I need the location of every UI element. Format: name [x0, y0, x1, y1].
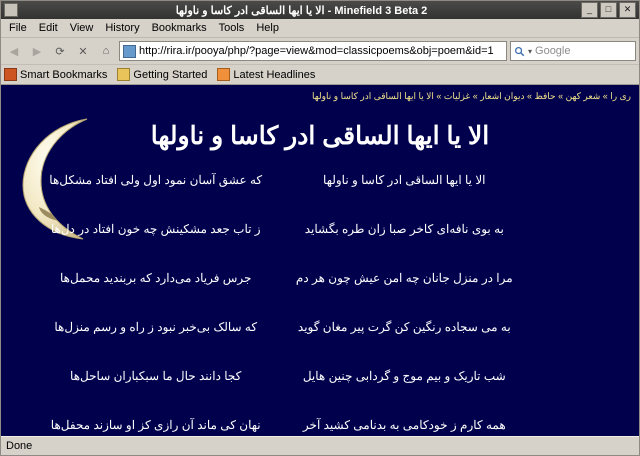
bookmark-label: Getting Started — [133, 68, 208, 81]
hemistich-right: شب تاریک و بیم موج و گردابی چنین هایل — [302, 369, 506, 383]
search-icon — [514, 46, 525, 57]
app-icon — [4, 3, 18, 17]
favicon-icon — [123, 45, 136, 58]
verse-row — [41, 222, 519, 271]
bookmark-latest-headlines[interactable] — [217, 68, 315, 81]
status-text: Done — [6, 440, 33, 452]
hemistich-left: که عشق آسان نمود اول ولی افتاد مشکل‌ها — [49, 173, 263, 187]
menu-view[interactable]: View — [69, 22, 94, 34]
home-icon[interactable]: ⌂ — [102, 45, 110, 57]
bookmarks-toolbar — [1, 65, 639, 85]
chevron-down-icon[interactable]: ▾ — [528, 46, 533, 56]
statusbar — [1, 436, 639, 455]
verse-row — [41, 271, 519, 320]
breadcrumb[interactable]: ری را » شعر کهن » حافظ » دیوان اشعار » غزلیات » الا یا ایها الساقی ادر کاسا و ناولها — [312, 91, 631, 101]
hemistich-right: به بوی نافه‌ای کاخر صبا زان طره بگشاید — [304, 222, 504, 236]
bookmark-smart-bookmarks[interactable] — [4, 68, 107, 81]
menu-help[interactable]: Help — [256, 22, 279, 34]
feed-icon — [217, 68, 230, 81]
reload-icon[interactable]: ⟳ — [55, 45, 65, 58]
verse-row — [41, 418, 519, 436]
hemistich-left: نهان کی ماند آن رازی کز او سازند محفل‌ها — [50, 418, 261, 432]
menu-bookmarks[interactable]: Bookmarks — [151, 22, 207, 34]
maximize-button[interactable]: □ — [600, 2, 617, 18]
menu-tools[interactable]: Tools — [218, 22, 245, 34]
window-title: الا یا ایها الساقی ادر کاسا و ناولها - Minefield 3 Beta 2 — [175, 4, 428, 17]
menu-edit[interactable]: Edit — [38, 22, 58, 34]
hemistich-left: جرس فریاد می‌دارد که بربندید محمل‌ها — [59, 271, 252, 285]
smart-bookmark-icon — [4, 68, 17, 81]
hemistich-right: همه کارم ز خودکامی به بدنامی کشید آخر — [302, 418, 506, 432]
url-text: http://rira.ir/pooya/php/?page=view&mod=classicpoems&obj=poem&id=1 — [139, 45, 494, 57]
folder-icon — [117, 68, 130, 81]
bookmark-getting-started[interactable] — [117, 68, 207, 81]
back-icon[interactable]: ◀ — [9, 45, 19, 58]
address-bar[interactable] — [119, 41, 507, 61]
menu-file[interactable]: File — [9, 22, 27, 34]
page-viewport[interactable] — [1, 85, 639, 436]
forward-icon[interactable]: ▶ — [32, 45, 42, 58]
hemistich-left: کجا دانند حال ما سبکباران ساحل‌ها — [70, 369, 242, 383]
verse-row — [41, 173, 519, 222]
close-button[interactable]: ✕ — [619, 2, 636, 18]
bookmark-label: Smart Bookmarks — [20, 68, 108, 81]
menubar — [1, 19, 639, 38]
bookmark-label: Latest Headlines — [233, 68, 316, 81]
hemistich-right: مرا در منزل جانان چه امن عیش چون هر دم — [295, 271, 513, 285]
hemistich-right: به می سجاده رنگین کن گرت پیر مغان گوید — [297, 320, 511, 334]
navigation-toolbar — [1, 38, 639, 65]
window-controls — [581, 2, 636, 18]
poem-verses — [41, 173, 519, 436]
search-bar[interactable] — [510, 41, 636, 61]
hemistich-right: الا یا ایها الساقی ادر کاسا و ناولها — [323, 173, 486, 187]
verse-row — [41, 369, 519, 418]
titlebar — [1, 1, 639, 19]
search-input[interactable]: Google — [535, 45, 571, 57]
hemistich-left: که سالک بی‌خبر نبود ز راه و رسم منزل‌ها — [54, 320, 258, 334]
stop-icon[interactable]: ✕ — [78, 45, 88, 58]
verse-row — [41, 320, 519, 369]
hemistich-left: ز تاب جعد مشکینش چه خون افتاد در دل‌ها — [50, 222, 261, 236]
menu-history[interactable]: History — [105, 22, 140, 34]
page-title: الا یا ایها الساقی ادر کاسا و ناولها — [150, 122, 490, 150]
minimize-button[interactable]: _ — [581, 2, 598, 18]
